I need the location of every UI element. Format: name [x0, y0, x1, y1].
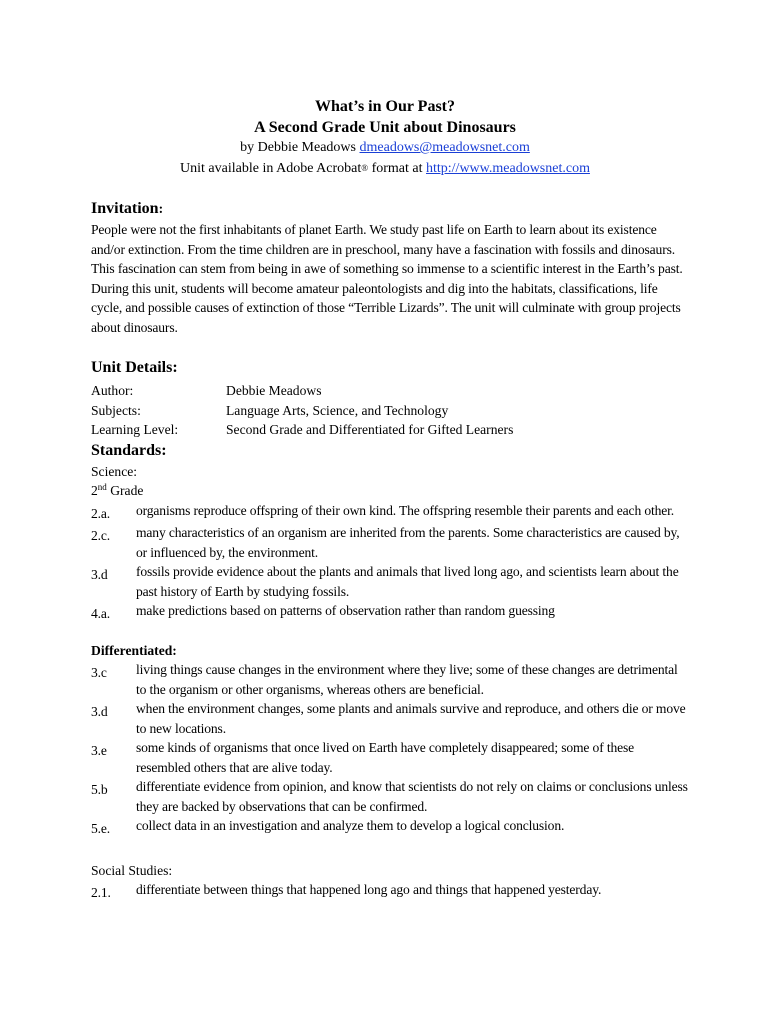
standard-item: [91, 601, 691, 624]
grade-word: Grade: [106, 483, 144, 498]
detail-key: Learning Level:: [91, 422, 179, 437]
standard-code: 2.c.: [91, 528, 111, 543]
standard-item: [91, 562, 691, 601]
detail-key: Author:: [91, 383, 134, 398]
spacer: [91, 624, 691, 641]
standard-code: 3.d: [91, 567, 108, 582]
invitation-heading-text: Invitation: [91, 200, 159, 217]
spacer: [91, 337, 691, 357]
unit-details-heading: Unit Details:: [91, 359, 178, 376]
invitation-body: People were not the first inhabitants of planet Earth. We study past life on Earth to learn about its existence and/or extinction. From the time children are in preschool, many have a fascination with fossils and dinosaurs. This fascination can stem from being in awe of something so immense to a scientific interest in the Earth’s past. During this unit, students will become amateur paleontologists and dig into the habitats, classifications, life cycle, and possible causes of extinction of those “Terrible Lizards”. The unit will culminate with group projects about dinosaurs.: [91, 222, 683, 335]
grade-ordinal: nd: [97, 482, 107, 492]
detail-row-learning-level: [91, 420, 691, 440]
standard-item: [91, 816, 691, 839]
standard-text: collect data in an investigation and analyze them to develop a logical conclusion.: [136, 818, 565, 833]
availability-mid: format at: [368, 161, 426, 176]
standard-text: differentiate between things that happened long ago and things that happened yesterday.: [136, 882, 602, 897]
email-link[interactable]: dmeadows@meadowsnet.com: [359, 140, 530, 155]
grade-label: [91, 481, 691, 501]
standard-item: [91, 660, 691, 699]
spacer: [91, 839, 691, 861]
standard-code: 3.e: [91, 743, 107, 758]
detail-value: Language Arts, Science, and Technology: [226, 402, 449, 418]
document-title: What’s in Our Past?: [314, 98, 455, 115]
document-subtitle: A Second Grade Unit about Dinosaurs: [254, 119, 516, 136]
website-link[interactable]: http://www.meadowsnet.com: [426, 161, 590, 176]
main-content: [91, 198, 691, 903]
detail-row-author: [91, 381, 691, 401]
standard-code: 5.e.: [91, 821, 111, 836]
standard-item: [91, 777, 691, 816]
social-studies-label: Social Studies:: [91, 862, 173, 878]
standard-item: [91, 738, 691, 777]
differentiated-label: Differentiated:: [91, 642, 177, 658]
differentiated-standards-list: [91, 660, 691, 839]
standard-item: [91, 880, 691, 903]
standard-item: [91, 699, 691, 738]
standard-text: some kinds of organisms that once lived on Earth have completely disappeared; some of these resembled others that are alive today.: [136, 740, 634, 775]
standards-heading: Standards:: [91, 441, 167, 459]
detail-value: Debbie Meadows: [226, 383, 322, 398]
standard-code: 4.a.: [91, 606, 111, 621]
social-studies-standards-list: [91, 880, 691, 903]
grade-number: 2: [91, 483, 98, 498]
registered-mark: ®: [361, 163, 369, 173]
unit-details-table: [91, 381, 691, 440]
byline: [0, 138, 770, 158]
science-label: Science:: [91, 463, 138, 479]
standard-item: [91, 523, 691, 562]
standard-text: living things cause changes in the environment where they live; some of these changes are detrimental to the organism or other organisms, whereas others are beneficial.: [136, 662, 678, 697]
science-standards-list: [91, 501, 691, 624]
standard-text: organisms reproduce offspring of their own kind. The offspring resemble their parents and each other.: [136, 502, 675, 518]
standard-text: fossils provide evidence about the plants and animals that lived long ago, and scientists learn about the past history of Earth by studying fossils.: [136, 564, 679, 599]
byline-author: by Debbie Meadows: [240, 140, 360, 155]
title-block: [0, 96, 770, 179]
standard-text: make predictions based on patterns of observation rather than random guessing: [136, 603, 555, 618]
detail-row-subjects: [91, 401, 691, 421]
standard-text: when the environment changes, some plants and animals survive and reproduce, and others die or move to new locations.: [136, 701, 686, 736]
detail-key: Subjects:: [91, 402, 141, 418]
availability-line: [0, 158, 770, 179]
standard-text: many characteristics of an organism are inherited from the parents. Some characteristics are caused by, or influenced by, the environment.: [136, 525, 680, 560]
invitation-heading: [91, 198, 691, 220]
standard-code: 2.a.: [91, 505, 111, 521]
standard-text: differentiate evidence from opinion, and know that scientists do not rely on claims or conclusions unless they are backed by observations that can be confirmed.: [136, 779, 688, 814]
detail-value: Second Grade and Differentiated for Gifted Learners: [226, 422, 514, 437]
standard-code: 5.b: [91, 782, 108, 797]
standard-code: 3.d: [91, 704, 108, 719]
standard-code: 2.1.: [91, 885, 111, 900]
availability-prefix: Unit available in Adobe Acrobat: [180, 161, 362, 176]
standard-item: [91, 501, 691, 524]
invitation-heading-colon: :: [158, 201, 164, 216]
standard-code: 3.c: [91, 665, 107, 680]
